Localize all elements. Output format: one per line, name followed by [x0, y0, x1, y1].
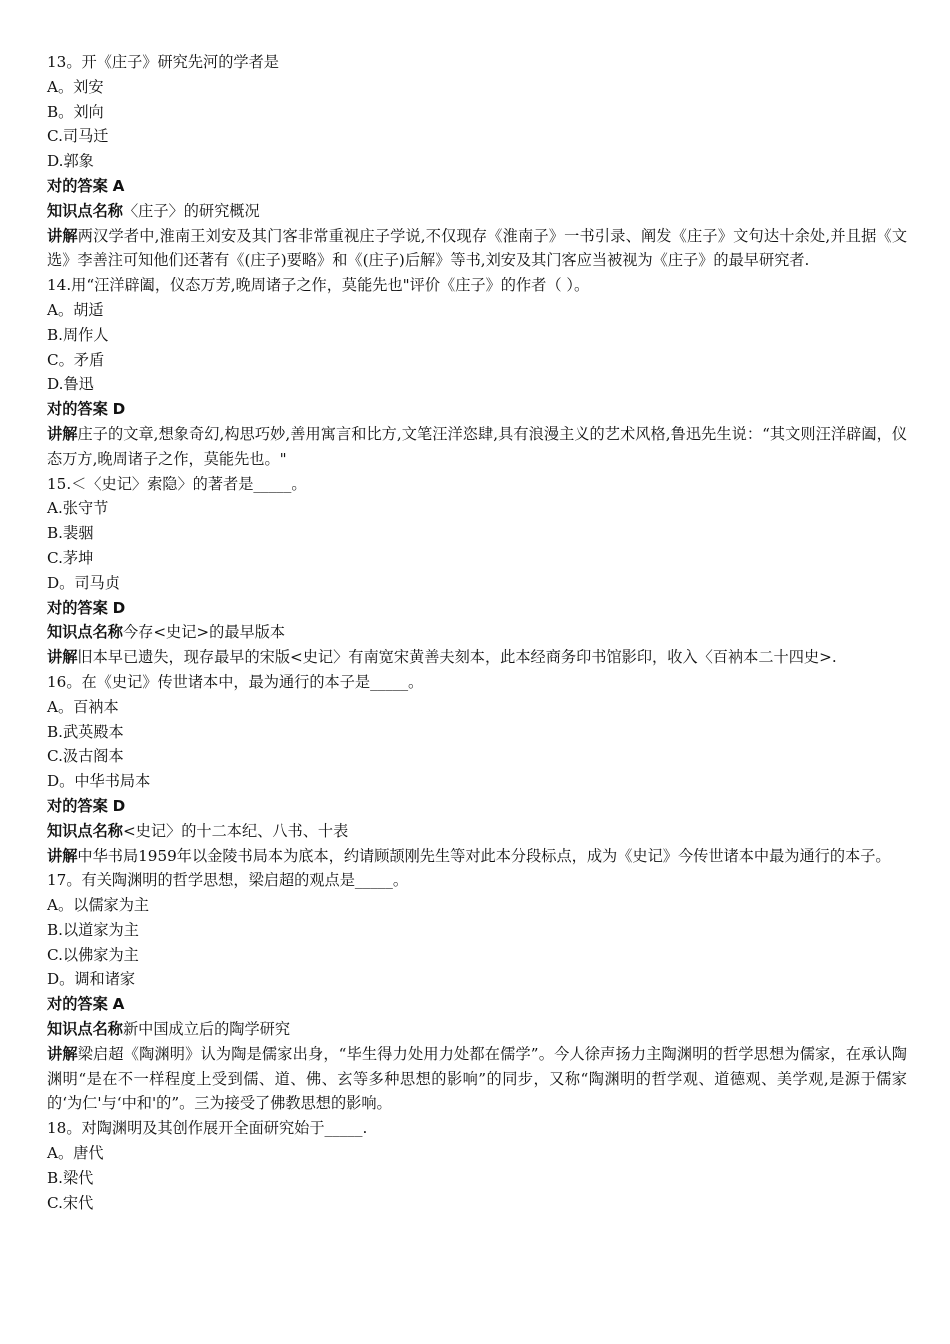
knowledge-line — [47, 819, 907, 844]
question-15 — [47, 472, 907, 670]
answer-line — [47, 174, 907, 199]
answer-label: 对的答案 — [47, 598, 108, 617]
knowledge-label: 知识点名称 — [47, 623, 123, 642]
explain-label: 讲解 — [47, 424, 78, 443]
question-stem: 16。在《史记》传世诸本中，最为通行的本子是_____。 — [47, 672, 424, 691]
option-b: B.武英殿本 — [47, 722, 124, 741]
answer-line — [47, 794, 907, 819]
knowledge-label: 知识点名称 — [47, 201, 123, 220]
option-d: D。司马贞 — [47, 573, 120, 592]
question-13 — [47, 50, 907, 273]
option-d: D。中华书局本 — [47, 772, 151, 791]
knowledge-value: 〈庄子〉的研究概况 — [122, 201, 260, 220]
option-a: A。以儒家为主 — [47, 896, 150, 915]
question-14 — [47, 273, 907, 471]
question-stem: 17。有关陶渊明的哲学思想，梁启超的观点是_____。 — [47, 871, 409, 890]
explain-text: 中华书局1959年以金陵书局本为底本，约请顾颉刚先生等对此本分段标点，成为《史记》今传世诸本中最为通行的本子。 — [77, 846, 891, 865]
answer-line — [47, 992, 907, 1017]
explanation — [47, 224, 907, 274]
knowledge-label: 知识点名称 — [47, 821, 123, 840]
option-a: A.张守节 — [47, 499, 109, 518]
explanation — [47, 422, 907, 472]
explanation — [47, 1042, 907, 1116]
knowledge-line — [47, 1017, 907, 1042]
option-c: C.司马迁 — [47, 127, 109, 146]
answer-line — [47, 596, 907, 621]
question-stem: 18。对陶渊明及其创作展开全面研究始于_____. — [47, 1119, 368, 1138]
explanation — [47, 645, 907, 670]
option-c: C.茅坤 — [47, 548, 94, 567]
option-c: C.宋代 — [47, 1193, 94, 1212]
answer-value: D — [112, 598, 126, 617]
option-d: D.鲁迅 — [47, 375, 94, 394]
explanation — [47, 844, 907, 869]
explain-text: 旧本早已遗失，现存最早的宋版<史记〉有南宽宋黄善夫刻本，此本经商务印书馆影印，收入〈百衲本二十四史>. — [77, 648, 837, 667]
knowledge-line — [47, 199, 907, 224]
option-d: D.郭象 — [47, 152, 94, 171]
answer-value: A — [112, 176, 125, 195]
explain-text: 庄子的文章,想象奇幻,构思巧妙,善用寓言和比方,文笔汪洋恣肆,具有浪漫主义的艺术风格,鲁迅先生说：“其文则汪洋辟阖，仪态万方,晚周诸子之作，莫能先也。" — [47, 424, 908, 468]
option-b: B.周作人 — [47, 325, 109, 344]
option-a: A。百衲本 — [47, 697, 119, 716]
option-b: B.裴骃 — [47, 524, 94, 543]
question-stem: 14.用“汪洋辟阖，仪态万芳,晚周诸子之作，莫能先也"评价《庄子》的作者（ ）。 — [47, 276, 590, 295]
question-stem: 15.＜〈史记〉索隐〉的著者是_____。 — [47, 474, 307, 493]
option-c: C.以佛家为主 — [47, 945, 139, 964]
explain-text: 两汉学者中,淮南王刘安及其门客非常重视庄子学说,不仅现存《淮南子》一书引录、阐发《庄子》文句达十余处,并且据《文选》李善注可知他们还著有《(庄子)要略》和《(庄子)后解》等书,刘安及其门客应当被视为《庄子》的最早研究者. — [47, 226, 907, 270]
answer-label: 对的答案 — [47, 796, 108, 815]
answer-line — [47, 397, 907, 422]
answer-value: D — [112, 400, 126, 419]
explain-label: 讲解 — [47, 846, 78, 865]
document-page — [47, 50, 907, 1215]
explain-label: 讲解 — [47, 648, 78, 667]
answer-label: 对的答案 — [47, 176, 108, 195]
option-b: B。刘向 — [47, 102, 104, 121]
option-b: B.梁代 — [47, 1168, 94, 1187]
explain-label: 讲解 — [47, 1044, 78, 1063]
answer-value: D — [112, 796, 126, 815]
option-b: B.以道家为主 — [47, 920, 139, 939]
option-a: A。唐代 — [47, 1144, 104, 1163]
answer-label: 对的答案 — [47, 995, 108, 1014]
answer-value: A — [112, 995, 125, 1014]
answer-label: 对的答案 — [47, 400, 108, 419]
question-stem: 13。开《庄子》研究先河的学者是 — [47, 53, 279, 71]
option-c: C。矛盾 — [47, 350, 105, 369]
explain-text: 梁启超《陶渊明》认为陶是儒家出身，“毕生得力处用力处都在儒学”。今人徐声扬力主陶渊明的哲学思想为儒家，在承认陶渊明“是在不一样程度上受到儒、道、佛、玄等多种思想的影响”的同步，又称“陶渊明的哲学观、道德观、美学观,是源于儒家的‘为仁'与‘中和'的”。三为接受了佛教思想的影响。 — [47, 1044, 907, 1113]
knowledge-value: <史记〉的十二本纪、八书、十表 — [122, 821, 349, 840]
knowledge-value: 今存<史记>的最早版本 — [122, 623, 286, 642]
knowledge-label: 知识点名称 — [47, 1020, 123, 1039]
option-d: D。调和诸家 — [47, 970, 136, 989]
option-c: C.汲古阁本 — [47, 747, 124, 766]
knowledge-value: 新中国成立后的陶学研究 — [122, 1020, 290, 1039]
question-18 — [47, 1116, 907, 1215]
knowledge-line — [47, 620, 907, 645]
explain-label: 讲解 — [47, 226, 78, 245]
option-a: A。胡适 — [47, 300, 104, 319]
option-a: A。刘安 — [47, 77, 104, 96]
question-16 — [47, 670, 907, 868]
question-17 — [47, 868, 907, 1116]
